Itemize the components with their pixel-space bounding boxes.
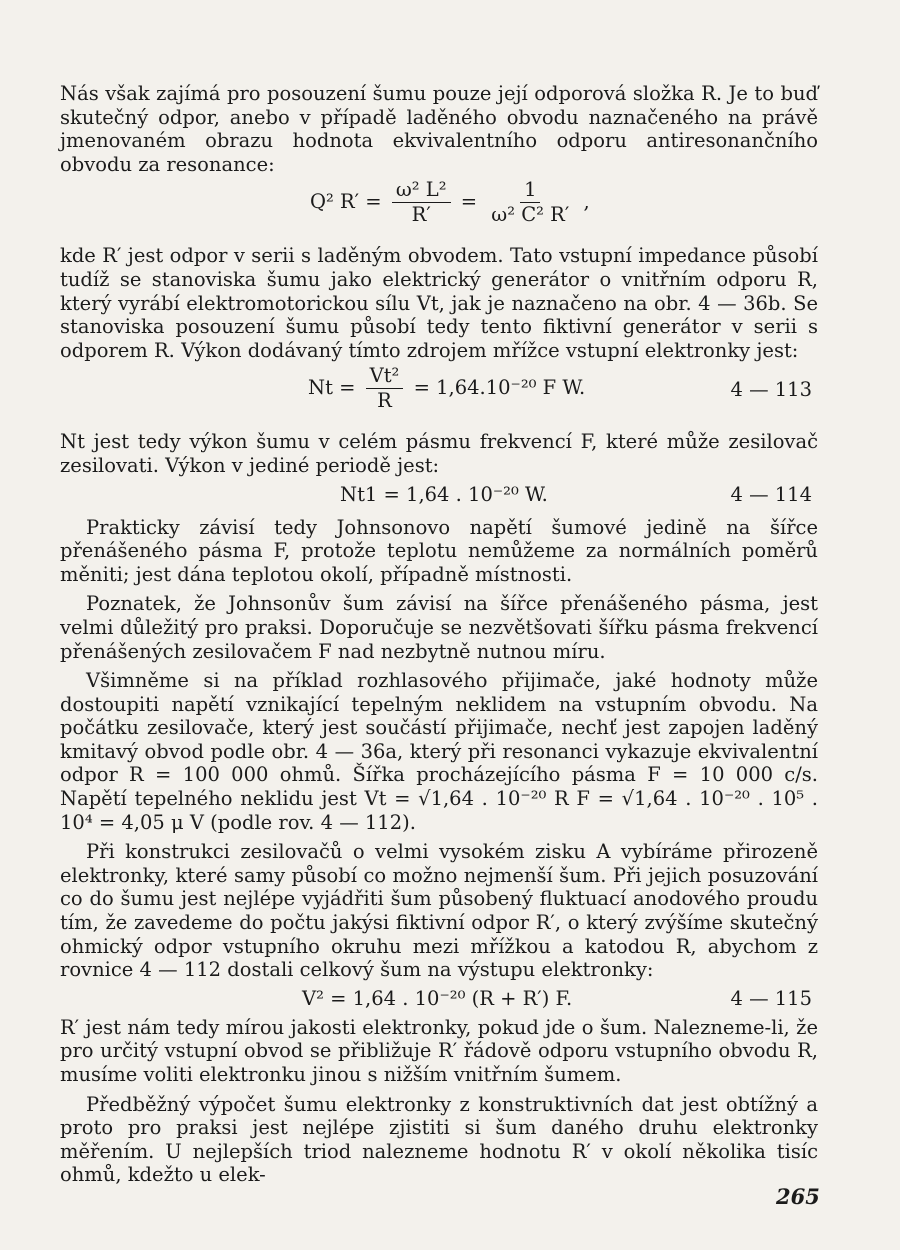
eq1-f2-den: ω² C² R′ [491, 203, 570, 227]
eq1-lhs: Q² R′ = [310, 190, 382, 214]
eq2-fraction [366, 364, 404, 413]
equation-3 [60, 480, 818, 510]
eq2-lhs: Nt = [308, 376, 356, 400]
eq1-f1-num: ω² L² [392, 178, 451, 203]
eq2-den: R [377, 389, 392, 413]
paragraph-6: Všimněme si na příklad rozhlasového přijimače, jaké hodnoty může dostoupiti napětí vznikající tepelným neklidem na vstupním obvodu. Na počátku zesilovače, který jest součástí přijimače, nechť jest zapojen laděný kmitavý obvod podle obr. 4 — 36a, který při resonanci vykazuje ekvivalentní odpor R = 100 000 ohmů. Šířka procházejícího pásma F = 10 000 c/s. Napětí tepelného neklidu jest Vt = √1,64 . 10⁻²⁰ R F = √1,64 . 10⁻²⁰ . 10⁵ . 10⁴ = 4,05 μ V (podle rov. 4 — 112). [60, 669, 818, 834]
eq3-number: 4 — 114 [730, 482, 812, 506]
eq1-f1-den: R′ [411, 203, 431, 227]
paragraph-4: Prakticky závisí tedy Johnsonovo napětí šumové jedině na šířce přenášeného pásma F, protože teplotu nemůžeme za normálních poměrů měniti; jest dána teplotou okolí, případně místnosti. [60, 515, 818, 586]
paragraph-3: Nt jest tedy výkon šumu v celém pásmu frekvencí F, které může zesilovač zesilovati. Výkon v jediné periodě jest: [60, 430, 818, 477]
eq1-tail: , [583, 190, 590, 214]
eq1-equals: = [460, 190, 478, 214]
eq1-fraction-1 [392, 178, 451, 227]
equation-1 [60, 178, 818, 242]
paragraph-1: Nás však zajímá pro posouzení šumu pouze její odporová složka R. Je to buď skutečný odpor, anebo v případě laděného obvodu naznačeného na právě jmenovaném obrazu hodnota ekvivalentního odporu antiresonančního obvodu za resonance: [60, 82, 818, 176]
eq4-expr: V² = 1,64 . 10⁻²⁰ (R + R′) F. [302, 986, 573, 1010]
equation-2 [60, 364, 818, 428]
paragraph-8: R′ jest nám tedy mírou jakosti elektronky, pokud jde o šum. Nalezneme-li, že pro určitý vstupní obvod se přibližuje R′ řádově odporu vstupního obvodu R, musíme voliti elektronku jinou s nižším vnitřním šumem. [60, 1015, 818, 1086]
page-number: 265 [776, 1184, 820, 1209]
equation-4 [60, 984, 818, 1014]
eq1-f2-num: 1 [520, 178, 540, 203]
eq4-number: 4 — 115 [730, 986, 812, 1010]
paragraph-2: kde R′ jest odpor v serii s laděným obvodem. Tato vstupní impedance působí tudíž se stanoviska šumu jako elektrický generátor o vnitřním odporu R, který vyrábí elektromotorickou sílu Vt, jak je naznačeno na obr. 4 — 36b. Se stanoviska posouzení šumu působí tedy tento fiktivní generátor v serii s odporem R. Výkon dodávaný tímto zdrojem mřížce vstupní elektronky jest: [60, 244, 818, 362]
eq2-rhs: = 1,64.10⁻²⁰ F W. [413, 376, 586, 400]
body-text [60, 82, 818, 1187]
paragraph-7: Při konstrukci zesilovačů o velmi vysokém zisku A vybíráme přirozeně elektronky, které samy působí co možno nejmenší šum. Při jejich posuzování co do šumu jest nejlépe vyjádřiti šum působený fluktuací anodového proudu tím, že zavedeme do počtu jakýsi fiktivní odpor R′, o který zvýšíme skutečný ohmický odpor vstupního okruhu mezi mřížkou a katodou R, abychom z rovnice 4 — 112 dostali celkový šum na výstupu elektronky: [60, 840, 818, 982]
paragraph-5: Poznatek, že Johnsonův šum závisí na šířce přenášeného pásma, jest velmi důležitý pro praksi. Doporučuje se nezvětšovati šířku pásma frekvencí přenášených zesilovačem F nad nezbytně nutnou míru. [60, 592, 818, 663]
eq2-number: 4 — 113 [730, 378, 812, 402]
eq2-num: Vt² [366, 364, 404, 389]
eq1-fraction-2 [487, 178, 573, 227]
paragraph-9: Předběžný výpočet šumu elektronky z konstruktivních dat jest obtížný a proto pro praksi jest nejlépe zjistiti si šum daného druhu elektronky měřením. U nejlepších triod nalezneme hodnotu R′ v okolí několika tisíc ohmů, kdežto u elek- [60, 1092, 818, 1187]
eq3-expr: Nt1 = 1,64 . 10⁻²⁰ W. [340, 482, 548, 506]
